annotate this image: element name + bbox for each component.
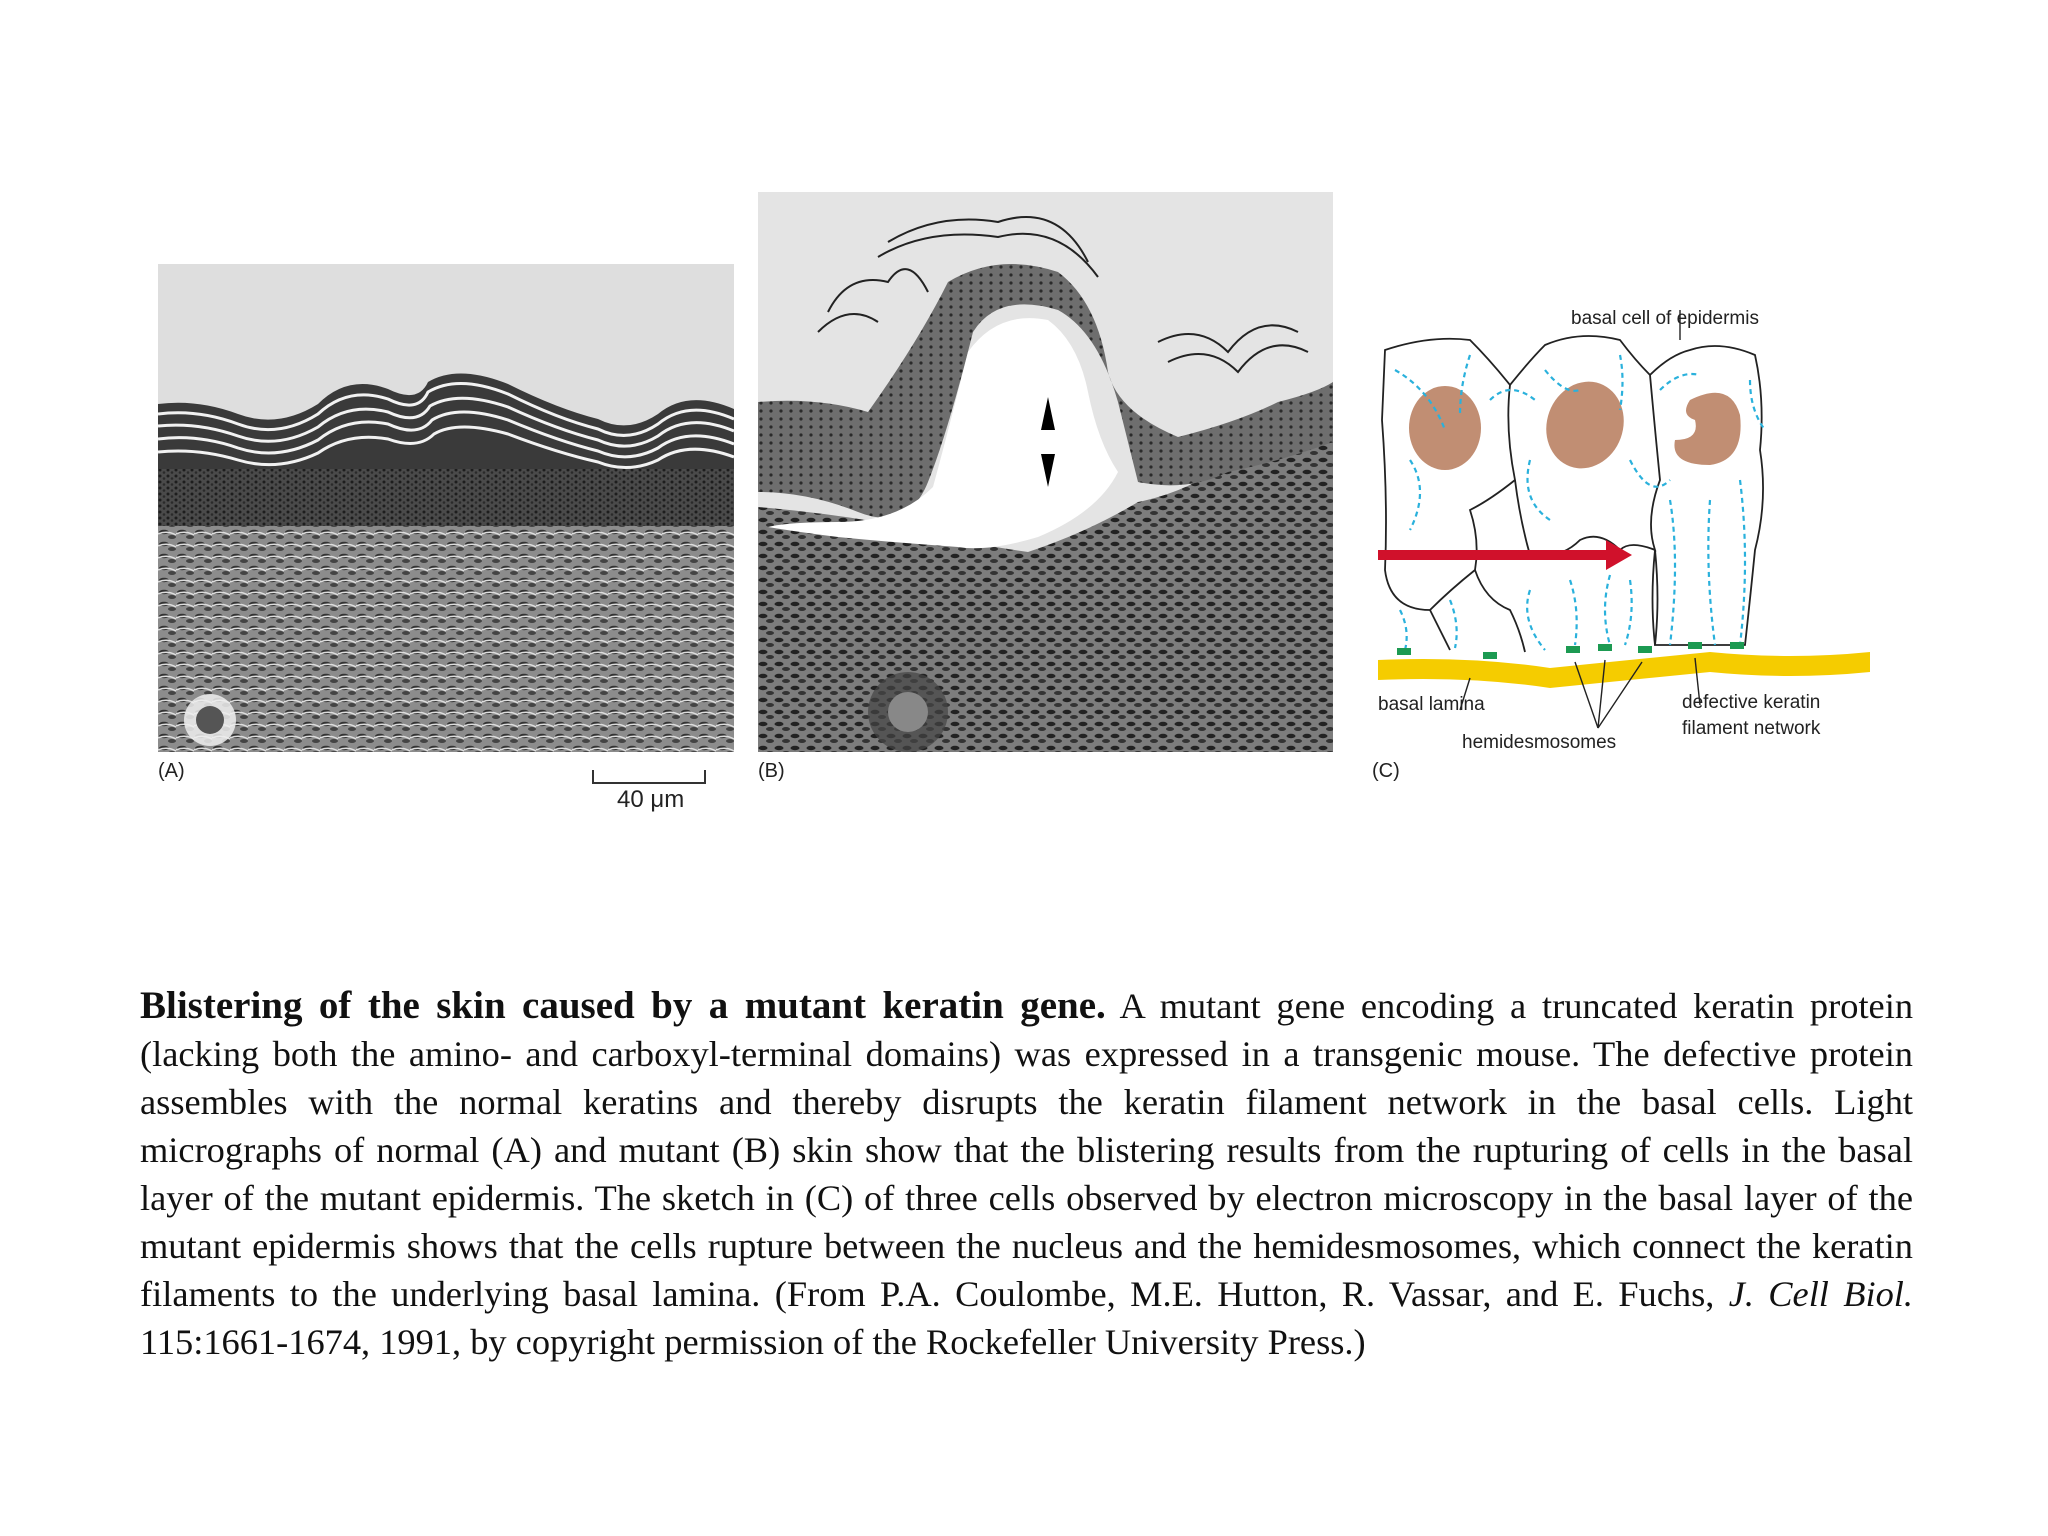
nucleus-2 (1534, 371, 1636, 480)
defective-keratin-label: defective keratin (1682, 692, 1821, 713)
basal-lamina-label: basal lamina (1378, 694, 1485, 715)
scale-bar-label: 40 μm (617, 786, 685, 813)
panel-b-label: (B) (758, 760, 785, 782)
micrograph-mutant-skin (758, 192, 1333, 752)
figure-caption (140, 982, 1913, 1366)
basal-lamina-band (1378, 652, 1870, 688)
basal-cell-label: basal cell of epidermis (1571, 308, 1759, 329)
scale-bar (592, 770, 706, 784)
nuclei (1409, 371, 1741, 480)
filament-network-label: filament network (1682, 718, 1821, 739)
caption-journal: J. Cell Biol. (1728, 1274, 1913, 1314)
nucleus-1 (1409, 386, 1481, 470)
caption-tail: 115:1661-1674, 1991, by copyright permission of the Rockefeller University Press.) (140, 1322, 1366, 1362)
cell-outlines (1382, 336, 1763, 652)
rupture-arrow (1378, 540, 1632, 570)
caption-title: Blistering of the skin caused by a mutant keratin gene. (140, 984, 1106, 1027)
caption-body: A mutant gene encoding a truncated keratin protein (lacking both the amino- and carboxyl-terminal domains) was expressed in a transgenic mouse. The defective protein assembles with the normal keratins and thereby disrupts the keratin filament network in the basal cells. Light micrographs of normal (A) and mutant (B) skin show that the blistering results from the rupturing of cells in the basal layer of the mutant epidermis. The sketch in (C) of three cells observed by electron microscopy in the basal layer of the mutant epidermis shows that the cells rupture between the nucleus and the hemidesmosomes, which connect the keratin filaments to the underlying basal lamina. (From P.A. Coulombe, M.E. Hutton, R. Vassar, and E. Fuchs, (140, 986, 1914, 1314)
hemidesmosomes-label: hemidesmosomes (1462, 732, 1617, 753)
panel-c-label: (C) (1372, 760, 1400, 782)
micrograph-a-image (158, 264, 734, 752)
micrograph-normal-skin (158, 264, 734, 752)
panel-a-label: (A) (158, 760, 185, 782)
micrograph-b-image (758, 192, 1333, 752)
basal-cell-sketch (1370, 300, 1890, 770)
nucleus-3 (1674, 393, 1740, 465)
